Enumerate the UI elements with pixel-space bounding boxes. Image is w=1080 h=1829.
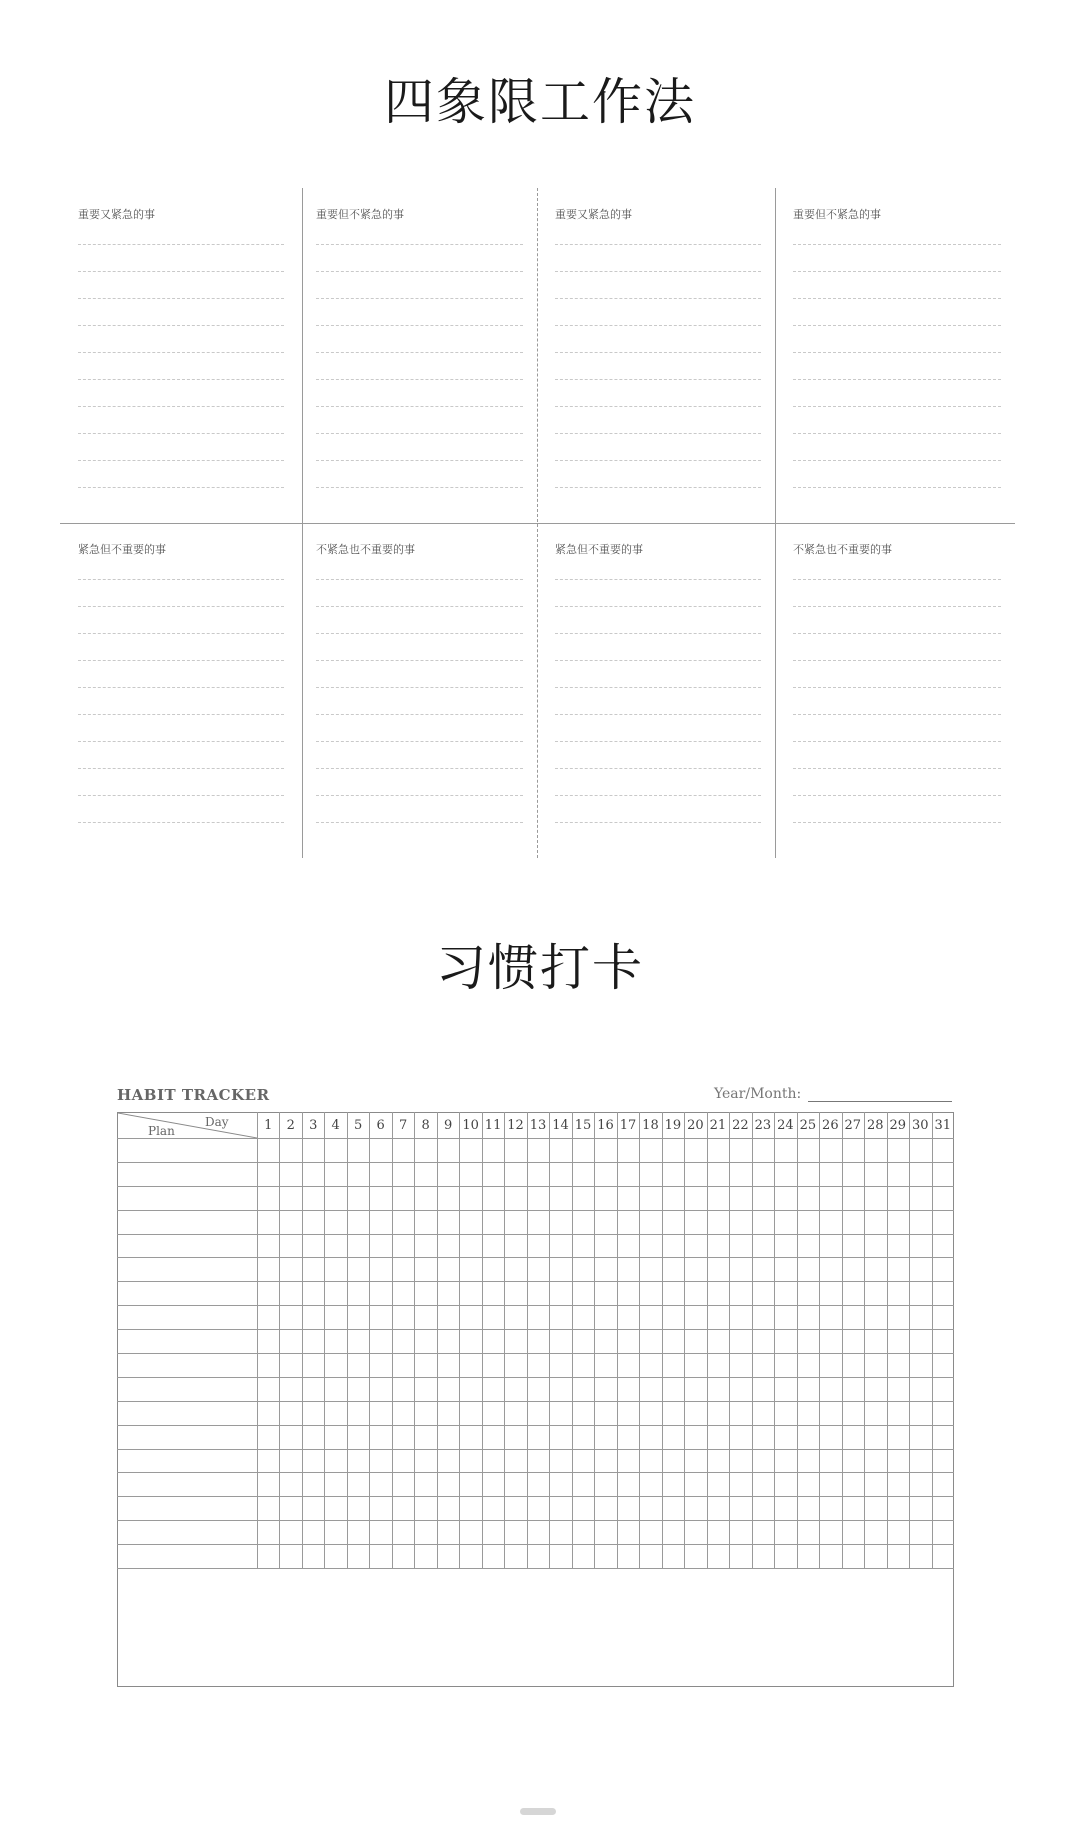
writing-line[interactable] bbox=[555, 795, 761, 796]
day-number: 4 bbox=[331, 1118, 340, 1133]
writing-line[interactable] bbox=[316, 741, 523, 742]
writing-line[interactable] bbox=[793, 633, 1001, 634]
writing-line[interactable] bbox=[316, 460, 523, 461]
day-number: 3 bbox=[309, 1118, 318, 1133]
writing-line[interactable] bbox=[793, 660, 1001, 661]
quadrant-divider bbox=[60, 523, 1015, 524]
writing-line[interactable] bbox=[78, 244, 284, 245]
writing-line[interactable] bbox=[555, 487, 761, 488]
habit-tracker-title: HABIT TRACKER bbox=[117, 1086, 270, 1104]
writing-line[interactable] bbox=[793, 768, 1001, 769]
day-column-divider bbox=[414, 1112, 415, 1568]
writing-line[interactable] bbox=[793, 433, 1001, 434]
quadrant-cell bbox=[775, 188, 1015, 523]
day-number: 25 bbox=[799, 1118, 817, 1133]
day-column-divider bbox=[887, 1112, 888, 1568]
writing-line[interactable] bbox=[555, 633, 761, 634]
day-number: 22 bbox=[732, 1118, 749, 1133]
writing-line[interactable] bbox=[555, 271, 761, 272]
day-column-divider bbox=[279, 1112, 280, 1568]
writing-line[interactable] bbox=[555, 406, 761, 407]
day-number: 6 bbox=[376, 1118, 385, 1133]
writing-line[interactable] bbox=[555, 379, 761, 380]
plan-row-line bbox=[117, 1496, 954, 1497]
writing-line[interactable] bbox=[316, 379, 523, 380]
plan-row-line bbox=[117, 1544, 954, 1545]
year-month-label: Year/Month: bbox=[714, 1086, 802, 1102]
plan-row-line bbox=[117, 1305, 954, 1306]
writing-line[interactable] bbox=[316, 271, 523, 272]
day-column-divider bbox=[302, 1112, 303, 1568]
plan-row-line bbox=[117, 1329, 954, 1330]
plan-row-line bbox=[117, 1353, 954, 1354]
writing-line[interactable] bbox=[793, 379, 1001, 380]
day-number: 16 bbox=[597, 1118, 614, 1133]
day-column-divider bbox=[437, 1112, 438, 1568]
writing-line[interactable] bbox=[555, 433, 761, 434]
day-column-divider bbox=[617, 1112, 618, 1568]
quadrant-label: 重要但不紧急的事 bbox=[793, 208, 881, 221]
writing-line[interactable] bbox=[78, 352, 284, 353]
writing-line[interactable] bbox=[78, 660, 284, 661]
day-number: 13 bbox=[529, 1118, 547, 1133]
writing-line[interactable] bbox=[793, 687, 1001, 688]
day-column-divider bbox=[347, 1112, 348, 1568]
writing-line[interactable] bbox=[78, 379, 284, 380]
writing-line[interactable] bbox=[78, 487, 284, 488]
writing-line[interactable] bbox=[78, 606, 284, 607]
writing-line[interactable] bbox=[316, 298, 523, 299]
day-number: 7 bbox=[399, 1118, 408, 1133]
writing-line[interactable] bbox=[316, 579, 523, 580]
writing-line[interactable] bbox=[555, 741, 761, 742]
quadrant-label: 重要但不紧急的事 bbox=[316, 208, 404, 221]
day-number: 19 bbox=[664, 1118, 682, 1133]
plan-row-line bbox=[117, 1472, 954, 1473]
plan-row-line bbox=[117, 1568, 954, 1569]
writing-line[interactable] bbox=[316, 352, 523, 353]
day-number: 9 bbox=[443, 1118, 453, 1133]
writing-line[interactable] bbox=[793, 406, 1001, 407]
writing-line[interactable] bbox=[555, 687, 761, 688]
day-column-divider bbox=[864, 1112, 865, 1568]
day-column-divider bbox=[752, 1112, 753, 1568]
plan-row-line bbox=[117, 1257, 954, 1258]
day-column-divider bbox=[819, 1112, 820, 1568]
quadrant-label: 紧急但不重要的事 bbox=[78, 543, 166, 556]
day-column-divider bbox=[392, 1112, 393, 1568]
day-number: 30 bbox=[911, 1118, 929, 1133]
writing-line[interactable] bbox=[316, 244, 523, 245]
writing-line[interactable] bbox=[793, 325, 1001, 326]
quadrant-cell bbox=[60, 188, 298, 523]
day-column-label: Day bbox=[205, 1115, 229, 1129]
day-number: 26 bbox=[822, 1118, 839, 1133]
day-column-divider bbox=[729, 1112, 730, 1568]
quadrant-cell bbox=[298, 188, 537, 523]
writing-line[interactable] bbox=[555, 579, 761, 580]
day-number: 21 bbox=[709, 1118, 727, 1133]
writing-line[interactable] bbox=[316, 433, 523, 434]
writing-line[interactable] bbox=[555, 822, 761, 823]
day-number: 18 bbox=[642, 1118, 659, 1133]
day-column-divider bbox=[549, 1112, 550, 1568]
day-column-divider bbox=[932, 1112, 933, 1568]
day-column-divider bbox=[504, 1112, 505, 1568]
day-number: 20 bbox=[687, 1118, 704, 1133]
day-number: 5 bbox=[354, 1118, 363, 1133]
writing-line[interactable] bbox=[555, 298, 761, 299]
day-column-divider bbox=[662, 1112, 663, 1568]
writing-line[interactable] bbox=[316, 687, 523, 688]
writing-line[interactable] bbox=[316, 822, 523, 823]
writing-line[interactable] bbox=[793, 298, 1001, 299]
quadrant-label: 重要又紧急的事 bbox=[78, 208, 155, 221]
writing-line[interactable] bbox=[555, 244, 761, 245]
writing-line[interactable] bbox=[316, 768, 523, 769]
day-number: 8 bbox=[421, 1118, 430, 1133]
day-column-divider bbox=[797, 1112, 798, 1568]
writing-line[interactable] bbox=[555, 768, 761, 769]
day-number: 28 bbox=[867, 1118, 884, 1133]
plan-row-line bbox=[117, 1234, 954, 1235]
writing-line[interactable] bbox=[316, 660, 523, 661]
writing-line[interactable] bbox=[316, 714, 523, 715]
day-number: 29 bbox=[889, 1118, 907, 1133]
writing-line[interactable] bbox=[78, 795, 284, 796]
plan-row-line bbox=[117, 1281, 954, 1282]
plan-row-line bbox=[117, 1449, 954, 1450]
writing-line[interactable] bbox=[78, 460, 284, 461]
quadrant-cell bbox=[537, 188, 775, 523]
writing-line[interactable] bbox=[793, 352, 1001, 353]
day-column-divider bbox=[369, 1112, 370, 1568]
plan-column-label: Plan bbox=[148, 1124, 175, 1138]
writing-line[interactable] bbox=[793, 714, 1001, 715]
writing-line[interactable] bbox=[555, 460, 761, 461]
writing-line[interactable] bbox=[555, 714, 761, 715]
writing-line[interactable] bbox=[78, 714, 284, 715]
day-column-divider bbox=[774, 1112, 775, 1568]
writing-line[interactable] bbox=[793, 606, 1001, 607]
writing-line[interactable] bbox=[316, 325, 523, 326]
day-column-divider bbox=[324, 1112, 325, 1568]
plan-row-line bbox=[117, 1162, 954, 1163]
quadrant-cell bbox=[60, 523, 298, 868]
writing-line[interactable] bbox=[793, 795, 1001, 796]
day-number: 31 bbox=[934, 1118, 952, 1133]
quadrant-label: 重要又紧急的事 bbox=[555, 208, 632, 221]
day-number: 17 bbox=[619, 1118, 637, 1133]
day-number: 24 bbox=[777, 1118, 794, 1133]
writing-line[interactable] bbox=[793, 822, 1001, 823]
quadrant-label: 紧急但不重要的事 bbox=[555, 543, 643, 556]
plan-column-divider bbox=[257, 1112, 258, 1568]
day-column-divider bbox=[572, 1112, 573, 1568]
writing-line[interactable] bbox=[316, 606, 523, 607]
day-column-divider bbox=[482, 1112, 483, 1568]
writing-line[interactable] bbox=[78, 741, 284, 742]
plan-row-line bbox=[117, 1401, 954, 1402]
writing-line[interactable] bbox=[793, 244, 1001, 245]
writing-line[interactable] bbox=[793, 460, 1001, 461]
writing-line[interactable] bbox=[793, 579, 1001, 580]
day-column-divider bbox=[459, 1112, 460, 1568]
day-number: 2 bbox=[286, 1118, 295, 1133]
quadrant-worksheet bbox=[60, 188, 1015, 868]
writing-line[interactable] bbox=[78, 633, 284, 634]
writing-line[interactable] bbox=[793, 271, 1001, 272]
writing-line[interactable] bbox=[555, 352, 761, 353]
writing-line[interactable] bbox=[555, 660, 761, 661]
quadrant-label: 不紧急也不重要的事 bbox=[793, 543, 892, 556]
day-number: 14 bbox=[552, 1118, 569, 1133]
writing-line[interactable] bbox=[555, 606, 761, 607]
writing-line[interactable] bbox=[316, 487, 523, 488]
plan-row-line bbox=[117, 1186, 954, 1187]
writing-line[interactable] bbox=[78, 579, 284, 580]
year-month-field[interactable] bbox=[808, 1101, 952, 1102]
plan-row-line bbox=[117, 1425, 954, 1426]
day-column-divider bbox=[639, 1112, 640, 1568]
day-column-divider bbox=[594, 1112, 595, 1568]
day-number: 12 bbox=[507, 1118, 524, 1133]
writing-line[interactable] bbox=[78, 271, 284, 272]
day-column-divider bbox=[909, 1112, 910, 1568]
day-number: 1 bbox=[264, 1118, 273, 1133]
writing-line[interactable] bbox=[78, 822, 284, 823]
plan-row-line bbox=[117, 1210, 954, 1211]
day-number: 27 bbox=[844, 1118, 862, 1133]
quadrant-cell bbox=[537, 523, 775, 868]
quadrant-cell bbox=[775, 523, 1015, 868]
writing-line[interactable] bbox=[78, 298, 284, 299]
plan-row-line bbox=[117, 1520, 954, 1521]
day-number: 11 bbox=[484, 1118, 502, 1133]
day-number: 10 bbox=[462, 1118, 479, 1133]
home-indicator bbox=[520, 1808, 556, 1815]
writing-line[interactable] bbox=[793, 741, 1001, 742]
writing-line[interactable] bbox=[316, 795, 523, 796]
header-diagonal-divider bbox=[118, 1113, 258, 1139]
writing-line[interactable] bbox=[78, 325, 284, 326]
writing-line[interactable] bbox=[793, 487, 1001, 488]
day-column-divider bbox=[842, 1112, 843, 1568]
writing-line[interactable] bbox=[555, 325, 761, 326]
writing-line[interactable] bbox=[78, 768, 284, 769]
quadrant-section-title: 四象限工作法 bbox=[384, 73, 696, 131]
habit-section-title: 习惯打卡 bbox=[436, 939, 644, 997]
day-number: 15 bbox=[574, 1118, 592, 1133]
quadrant-label: 不紧急也不重要的事 bbox=[316, 543, 415, 556]
writing-line[interactable] bbox=[316, 633, 523, 634]
day-column-divider bbox=[527, 1112, 528, 1568]
writing-line[interactable] bbox=[78, 687, 284, 688]
day-column-divider bbox=[707, 1112, 708, 1568]
day-column-divider bbox=[684, 1112, 685, 1568]
plan-row-line bbox=[117, 1377, 954, 1378]
writing-line[interactable] bbox=[78, 406, 284, 407]
habit-tracker-table bbox=[117, 1112, 954, 1687]
day-number: 23 bbox=[754, 1118, 772, 1133]
writing-line[interactable] bbox=[316, 406, 523, 407]
writing-line[interactable] bbox=[78, 433, 284, 434]
quadrant-cell bbox=[298, 523, 537, 868]
